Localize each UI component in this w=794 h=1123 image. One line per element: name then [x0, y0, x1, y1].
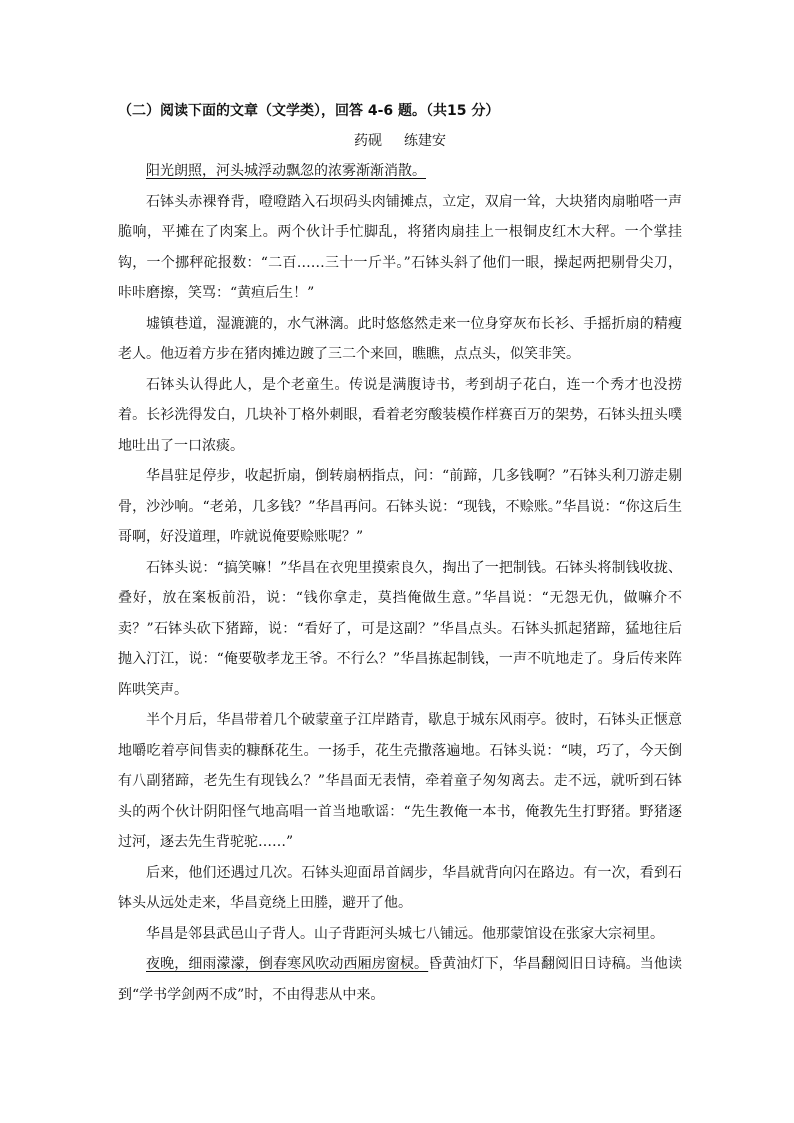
article-byline: [118, 126, 682, 156]
paragraph-6: 石钵头说：“搞笑嘛！”华昌在衣兜里摸索良久，掏出了一把制钱。石钵头将制钱收拢、叠好，放在案板前沿，说：“钱你拿走，莫挡俺做生意。”华昌说：“无怨无仇，做嘛介不卖？”石钵头砍下猪蹄，说：“看好了，可是这副？”华昌点头。石钵头抓起猪蹄，猛地往后抛入汀江，说：“俺要敬孝龙王爷。不行么？”华昌拣起制钱，一声不吭地走了。身后传来阵阵哄笑声。: [118, 559, 682, 698]
paragraph-1: [118, 156, 682, 187]
paragraph-7: 半个月后，华昌带着几个破蒙童子江岸踏青，歇息于城东风雨亭。彼时，石钵头正惬意地嚼吃着亭间售卖的糠酥花生。一扬手，花生壳撒落遍地。石钵头说：“咦，巧了，今天倒有八副猪蹄，老先生有现钱么？”华昌面无表情，牵着童子匆匆离去。走不远，就听到石钵头的两个伙计阴阳怪气地高唱一首当地歌谣：“先生教俺一本书，俺教先生打野猪。野猪逐过河，逐去先生背驼驼……”: [118, 712, 682, 850]
paragraph-5: 华昌驻足停步，收起折扇，倒转扇柄指点，问：“前蹄，几多钱啊？”石钵头利刀游走剔骨，沙沙响。“老弟，几多钱？”华昌再问。石钵头说：“现钱，不赊账。”华昌说：“你这后生哥啊，好没道理，咋就说俺要赊账呢？”: [118, 468, 682, 545]
paragraph-8: 后来，他们还遇过几次。石钵头迎面昂首阔步，华昌就背向闪在路边。有一次，看到石钵头从远处走来，华昌竟绕上田塍，避开了他。: [118, 864, 682, 911]
paragraph-9: 华昌是邻县武邑山子背人。山子背距河头城七八铺远。他那蒙馆设在张家大宗祠里。: [146, 925, 664, 942]
paragraph-3: 墟镇巷道，湿漉漉的，水气淋漓。此时悠悠然走来一位身穿灰布长衫、手摇折扇的精瘦老人。他迈着方步在猪肉摊边踱了三二个来回，瞧瞧，点点头，似笑非笑。: [118, 315, 682, 362]
paragraph-4: 石钵头认得此人，是个老童生。传说是满腹诗书，考到胡子花白，连一个秀才也没捞着。长衫洗得发白，几块补丁格外刺眼，看着老穷酸装模作样赛百万的架势，石钵头扭头噗地吐出了一口浓痰。: [118, 376, 682, 454]
underlined-sentence: 阳光朗照，河头城浮动飘忽的浓雾渐渐消散。: [146, 163, 426, 179]
article-title: 药砚: [354, 133, 382, 149]
paragraph-2: 石钵头赤裸脊背，噔噔踏入石坝码头肉铺摊点，立定，双肩一耸，大块猪肉扇啪嗒一声脆响，平摊在了肉案上。两个伙计手忙脚乱，将猪肉扇挂上一根铜皮红木大秤。一个掌挂钩，一个挪秤砣报数：“二百……三十一斤半。”石钵头斜了他们一眼，操起两把剔骨尖刀，咔咔磨擦，笑骂：“黄疸后生！”: [118, 193, 682, 301]
underlined-sentence: 夜晚，细雨濛濛，倒春寒风吹动西厢房窗棂。: [146, 956, 429, 972]
paragraph-10: 夜晚，细雨濛濛，倒春寒风吹动西厢房窗棂。昏黄油灯下，华昌翻阅旧日诗稿。当他读到“学书学剑两不成”时，不由得悲从中来。: [118, 956, 683, 1003]
document-page: [118, 96, 682, 1010]
article-author: 练建安: [404, 133, 446, 149]
section-heading: （二）阅读下面的文章（文学类），回答 4-6 题。（共15 分）: [118, 103, 500, 119]
